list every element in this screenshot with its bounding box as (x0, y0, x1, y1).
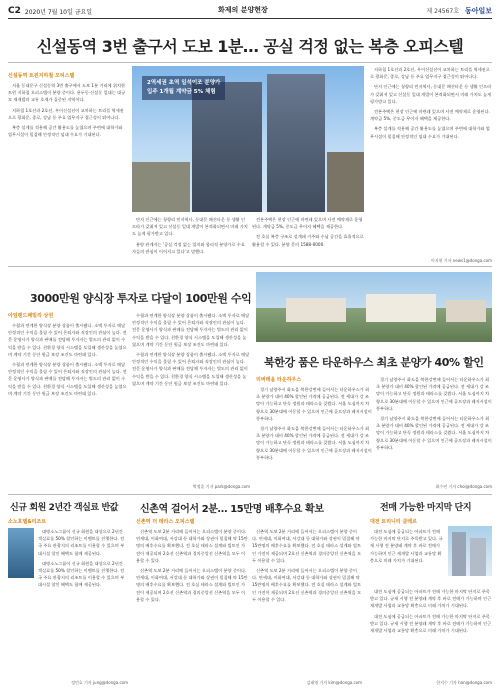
paragraph: 견본주택은 현장 인근에 마련돼 있으며 사전 예약제로 운영된다. 계약금 5%, 중도금 무이자 혜택을 제공한다. (370, 109, 490, 122)
article6-col (370, 588, 492, 678)
divider (8, 494, 492, 495)
article3-headline: 북한강 품은 타운하우스 최초 분양가 40% 할인 (264, 356, 484, 369)
low-building (327, 152, 364, 212)
tower-left (192, 82, 262, 212)
newspaper-logo: 동아일보 (464, 7, 492, 15)
article2-headline: 3000만원 양식장 투자로 다달이 100만원 수익 (30, 292, 252, 305)
article6-kicker: 대전 트리니티 클레르 (370, 519, 417, 525)
article6-byline: 한지수 기자 han@donga.com (436, 680, 492, 685)
issue-date: 2020년 7월 10일 금요일 (24, 8, 93, 16)
paragraph: 대전 도심에 공급되는 아파트가 전매 가능한 마지막 단지로 주목받고 있다. 규제 시행 전 분양돼 계약 후 바로 전매가 가능하며 인근 재개발 사업과 교통망 확충으로 미래 가치가 기대된다. (370, 589, 492, 609)
paragraph: 서울 동대문구 신설동역 3번 출구에서 도보 1분 거리에 위치한 트윈 지하철 오피스텔이 분양 중이다. 용두동·신설동 일대는 대규모 재개발과 교통 호재가 집중된 지역이다. (8, 83, 126, 103)
article2-col-2 (132, 312, 250, 482)
article4-byline: 정민호 기자 jung@donga.com (71, 680, 128, 685)
divider (8, 266, 492, 267)
page-number: C2 (8, 6, 21, 16)
paragraph: 단지 인근에는 청량리 민자역사, 동대문 패션타운 등 생활 인프라가 갖춰져 있고 신설동 일대 개발이 본격화되면서 미래 가치도 높게 평가받고 있다. (370, 84, 492, 104)
article3-byline: 최수연 기자 choi@donga.com (435, 484, 492, 489)
article3-col-2 (376, 376, 492, 482)
article4-headline: 신규 회원 2년간 객실료 반값 (10, 503, 119, 513)
apartment-tower (470, 538, 486, 576)
townhouse (286, 298, 346, 322)
article6-headline: 전매 가능한 마지막 단지 (380, 503, 472, 513)
article5-byline: 김태영 기자 kim@donga.com (306, 680, 362, 685)
paragraph: 경기 남양주시 화도읍 북한강변에 들어서는 타운하우스가 최초 분양가 대비 40% 할인된 가격에 공급된다. 전 세대가 강 조망이 가능하고 단독 정원과 테라스를 갖췄다. 서울 도심까지 차량으로 30분대에 이동할 수 있으며 인근에 골프장과 레저시설이 풍부하다. (256, 387, 372, 421)
paragraph: 신촌역 도보 2분 거리에 들어서는 오피스텔이 분양 중이다. 연세대, 이화여대, 서강대 등 대학가와 상권이 밀집해 약 15만명의 배후수요를 확보했다. 전 호실 테라스 설계와 빌트인 가전이 제공되며 2호선 신촌역과 경의중앙선 신촌역을 모두 이용할 수 있다. (136, 529, 248, 563)
article3-kicker: 리버레움 타운하우스 (256, 377, 302, 383)
main-kicker: 신설동역 트윈지하철 오피스텔 (8, 73, 75, 79)
paragraph: 전 호실 복층 구조로 설계돼 거주와 수납 공간을 효율적으로 활용할 수 있다. 분양 문의 1588-0000. (252, 234, 364, 247)
paragraph: 대명소노그룹이 신규 회원을 대상으로 2년간 객실료를 50% 할인하는 이벤트를 진행한다. 전국 주요 관광지의 리조트를 이용할 수 있으며 부대시설 할인 혜택도 함께 제공된다. (38, 529, 125, 556)
paragraph: 신촌역 도보 2분 거리에 들어서는 오피스텔이 분양 중이다. 연세대, 이화여대, 서강대 등 대학가와 상권이 밀집해 약 15만명의 배후수요를 확보했다. 전 호실 테라스 설계와 빌트인 가전이 제공되며 2호선 신촌역과 경의중앙선 신촌역을 모두 이용할 수 있다. (252, 568, 362, 602)
apartment-photo (448, 526, 492, 576)
article6-intro (370, 528, 444, 584)
article2-kicker: 아일랜드패밀리 상권 (8, 313, 54, 319)
article5-headline: 신촌역 걸어서 2분… 15만명 배후수요 확보 (140, 504, 324, 515)
article3-col-1 (256, 386, 372, 486)
sky-background (8, 528, 34, 578)
article5-kicker: 신촌역 더 테라스 오피스텔 (136, 519, 195, 525)
article2-byline: 박정훈 기자 park@donga.com (192, 484, 250, 489)
header-right (426, 6, 492, 16)
paragraph: 단지 인근에는 청량리 민자역사, 동대문 패션타운 등 생활 인프라가 갖춰져 있고 신설동 일대 개발이 본격화되면서 미래 가치도 높게 평가받고 있다. (132, 217, 248, 237)
paragraph: 신촌역 도보 2분 거리에 들어서는 오피스텔이 분양 중이다. 연세대, 이화여대, 서강대 등 대학가와 상권이 밀집해 약 15만명의 배후수요를 확보했다. 전 호실 테라스 설계와 빌트인 가전이 제공되며 2호선 신촌역과 경의중앙선 신촌역을 모두 이용할 수 있다. (136, 568, 248, 602)
paragraph: 복층 설계를 적용해 공간 활용도를 높였으며 주변에 대학가와 업무시설이 밀집해 안정적인 임대 수요가 기대된다. (370, 126, 490, 139)
paragraph: 견본주택은 현장 인근에 마련돼 있으며 사전 예약제로 운영된다. 계약금 5%, 중도금 무이자 혜택을 제공한다. (252, 217, 363, 230)
photo-overlay (142, 76, 225, 100)
main-col-2 (132, 216, 248, 258)
overlay-line: 2역세권 초역 일석이조 분양가 (147, 80, 221, 86)
paragraph: 경기 남양주시 화도읍 북한강변에 들어서는 타운하우스가 최초 분양가 대비 40% 할인된 가격에 공급된다. 전 세대가 강 조망이 가능하고 단독 정원과 테라스를 갖췄다. 서울 도심까지 차량으로 30분대에 이동할 수 있으며 인근에 골프장과 레저시설이 풍부하다. (256, 426, 372, 460)
tower-right (267, 74, 325, 212)
low-building (132, 162, 190, 212)
issue-number: 제 24567호 (426, 8, 460, 15)
paragraph: 지하철 1호선과 2호선, 우이신설선이 교차하는 트리플 역세권으로 광화문, 종로, 강남 등 주요 업무지구 접근성이 뛰어나다. (370, 67, 490, 80)
article4-kicker: 소노호텔&리조트 (8, 519, 47, 525)
article5-col-1 (136, 528, 248, 678)
townhouse (446, 300, 486, 322)
article4-col (38, 528, 128, 678)
paragraph: 지하철 1호선과 2호선, 우이신설선이 교차하는 트리플 역세권으로 광화문, 종로, 강남 등 주요 업무지구 접근성이 뛰어나다. (8, 107, 124, 120)
riverside-photo (256, 272, 492, 342)
article5-col-2 (252, 528, 362, 678)
page-header (8, 4, 492, 19)
article2-col-1 (8, 322, 128, 482)
paragraph: 대명소노그룹이 신규 회원을 대상으로 2년간 객실료를 50% 할인하는 이벤트를 진행한다. 전국 주요 관광지의 리조트를 이용할 수 있으며 부대시설 할인 혜택도 함께 제공된다. (38, 560, 125, 588)
main-col-4 (370, 66, 492, 256)
paragraph: 수협과 연계한 양식장 분양 상품이 출시됐다. 소액 투자로 매달 안정적인 수익을 올릴 수 있어 은퇴자와 직장인의 관심이 높다. 전문 운영사가 양식과 판매를 전담해 투자자는 별도의 관리 없이 수익을 받을 수 있다. 친환경 양식 시스템을 도입해 생산성을 높였으며 계약 기간 동안 원금 보장 조건도 마련돼 있다. (132, 352, 250, 386)
paragraph: 복층 설계를 적용해 공간 활용도를 높였으며 주변에 대학가와 업무시설이 밀집해 안정적인 임대 수요가 기대된다. (8, 125, 123, 138)
building-photo (132, 66, 364, 212)
paragraph: 경기 남양주시 화도읍 북한강변에 들어서는 타운하우스가 최초 분양가 대비 40% 할인된 가격에 공급된다. 전 세대가 강 조망이 가능하고 단독 정원과 테라스를 갖췄다. 서울 도심까지 차량으로 30분대에 이동할 수 있으며 인근에 골프장과 레저시설이 풍부하다. (376, 416, 492, 450)
paragraph: 수협과 연계한 양식장 분양 상품이 출시됐다. 소액 투자로 매달 안정적인 수익을 올릴 수 있어 은퇴자와 직장인의 관심이 높다. 전문 운영사가 양식과 판매를 전담해 투자자는 별도의 관리 없이 수익을 받을 수 있다. 친환경 양식 시스템을 도입해 생산성을 높였으며 계약 기간 동안 원금 보장 조건도 마련돼 있다. (8, 362, 127, 396)
paragraph: 대전 도심에 공급되는 아파트가 전매 가능한 마지막 단지로 주목받고 있다. 규제 시행 전 분양돼 계약 후 바로 전매가 가능하며 인근 재개발 사업과 교통망 확충으로 미래 가치가 기대된다. (370, 613, 492, 634)
paragraph: 분양 관계자는 '공실 걱정 없는 입지와 합리적 분양가로 수요자들의 관심이 이어지고 있다'고 말했다. (132, 241, 245, 254)
paragraph: 수협과 연계한 양식장 분양 상품이 출시됐다. 소액 투자로 매달 안정적인 수익을 올릴 수 있어 은퇴자와 직장인의 관심이 높다. 전문 운영사가 양식과 판매를 전담해 투자자는 별도의 관리 없이 수익을 받을 수 있다. 친환경 양식 시스템을 도입해 생산성을 높였으며 계약 기간 동안 원금 보장 조건도 마련돼 있다. (8, 323, 127, 357)
divider (8, 62, 492, 63)
main-col-3 (252, 216, 364, 258)
resort-photo (8, 528, 34, 578)
paragraph: 경기 남양주시 화도읍 북한강변에 들어서는 타운하우스가 최초 분양가 대비 40% 할인된 가격에 공급된다. 전 세대가 강 조망이 가능하고 단독 정원과 테라스를 갖췄다. 서울 도심까지 차량으로 30분대에 이동할 수 있으며 인근에 골프장과 레저시설이 풍부하다. (376, 377, 492, 411)
section-title: 화제의 분양현장 (218, 6, 268, 14)
paragraph: 수협과 연계한 양식장 분양 상품이 출시됐다. 소액 투자로 매달 안정적인 수익을 올릴 수 있어 은퇴자와 직장인의 관심이 높다. 전문 운영사가 양식과 판매를 전담해 투자자는 별도의 관리 없이 수익을 받을 수 있다. 친환경 양식 시스템을 도입해 생산성을 높였으며 계약 기간 동안 원금 보장 조건도 마련돼 있다. (132, 313, 250, 347)
main-headline: 신설동역 3번 출구서 도보 1분… 공실 걱정 없는 복층 오피스텔 (36, 37, 464, 56)
apartment-tower (452, 532, 466, 576)
main-byline: 이지현 기자 news1@donga.com (430, 258, 492, 263)
paragraph: 대전 도심에 공급되는 아파트가 전매 가능한 마지막 단지로 주목받고 있다. 규제 시행 전 분양돼 계약 후 바로 전매가 가능하며 인근 재개발 사업과 교통망 확충으로 미래 가치가 기대된다. (370, 529, 443, 563)
townhouse (366, 294, 436, 322)
paragraph: 신촌역 도보 2분 거리에 들어서는 오피스텔이 분양 중이다. 연세대, 이화여대, 서강대 등 대학가와 상권이 밀집해 약 15만명의 배후수요를 확보했다. 전 호실 테라스 설계와 빌트인 가전이 제공되며 2호선 신촌역과 경의중앙선 신촌역을 모두 이용할 수 있다. (252, 529, 362, 563)
main-col-1 (8, 82, 126, 252)
overlay-line: 입주 1개월 계약금 5% 체험 (147, 89, 216, 95)
